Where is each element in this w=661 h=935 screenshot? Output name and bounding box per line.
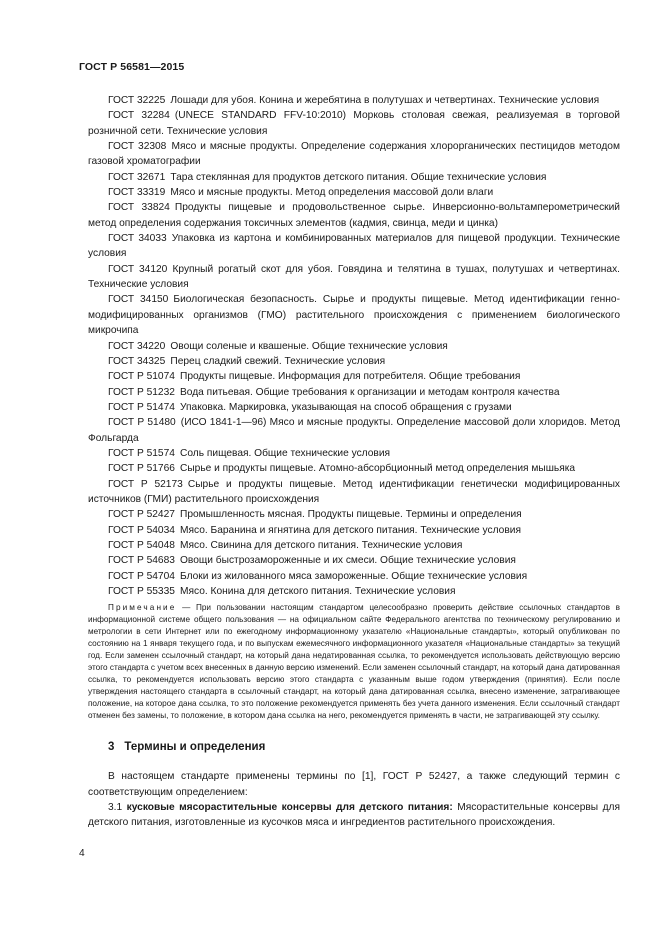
reference-title: Промышленность мясная. Продукты пищевые. Термины и определения (180, 509, 522, 521)
references-list (88, 93, 620, 599)
reference-code: ГОСТ Р 52427 (108, 509, 175, 521)
reference-title: Овощи быстрозамороженные и их смеси. Общие технические условия (180, 555, 516, 567)
reference-code: ГОСТ 32671 (108, 171, 166, 183)
reference-item (88, 507, 620, 522)
term-name: кусковые мясорастительные консервы для детского питания: (126, 802, 453, 814)
reference-title: Лошади для убоя. Конина и жеребятина в полутушах и четвертинах. Технические условия (170, 95, 600, 106)
reference-code: ГОСТ 32225 (108, 95, 166, 106)
reference-code: ГОСТ 32284 (108, 110, 170, 122)
term-text: Мясорастительные консервы для детского питания, изготовленные из кусочков мяса и ингредиентов растительного происхождения. (88, 802, 620, 829)
reference-item (88, 139, 620, 170)
reference-code: ГОСТ 34150 (108, 294, 169, 306)
reference-item (88, 400, 620, 415)
reference-code: ГОСТ 34220 (108, 340, 166, 352)
reference-item (88, 292, 620, 338)
reference-item (88, 262, 620, 293)
reference-title: Продукты пищевые и продовольственное сырье. Инверсионно-вольтамперометрический метод определения содержания токсичных элементов (кадмия, свинца, меди и цинка) (88, 202, 620, 229)
term-number: 3.1 (108, 802, 123, 814)
reference-item (88, 231, 620, 262)
reference-item (88, 523, 620, 538)
section-number: 3 (108, 741, 115, 754)
note-text: — При пользовании настоящим стандартом целесообразно проверить действие ссылочных стандартов в информационной системе общего пользования — на официальном сайте Федерального агентства по техническому регулированию и метрологии в сети Интернет или по ежегодному информационному указателю «Национальные стандарты», который опубликован по состоянию на 1 января текущего года, и по выпускам ежемесячного информационного указателя «Национальные стандарты» за текущий год. Если заменен ссылочный стандарт, на который дана недатированная ссылка, то рекомендуется использовать действующую версию этого стандарта с учетом всех внесенных в данную версию изменений. Если заменен ссылочный стандарт, на который дана датированная ссылка, то рекомендуется использовать версию этого стандарта с указанным выше годом утверждения (принятия). Если после утверждения настоящего стандарта в ссылочный стандарт, на который дана датированная ссылка, внесено изменение, затрагивающее положение, на которое дана ссылка, то это положение рекомендуется применять без учета данного изменения. Если ссылочный стандарт отменен без замены, то положение, в котором дана ссылка на него, рекомендуется применять в части, не затрагивающей эту ссылку. (88, 603, 620, 720)
reference-title: Крупный рогатый скот для убоя. Говядина и телятина в тушах, полутушах и четвертинах. Технические условия (88, 263, 620, 291)
reference-code: ГОСТ Р 54683 (108, 555, 175, 567)
reference-title: Упаковка из картона и комбинированных материалов для пищевой продукции. Технические условия (88, 233, 620, 260)
reference-title: Тара стеклянная для продуктов детского питания. Общие технические условия (170, 171, 547, 183)
reference-code: ГОСТ 34325 (108, 355, 166, 367)
reference-title: Сырье и продукты пищевые. Атомно-абсорбционный метод определения мышьяка (180, 463, 576, 475)
section-title: Термины и определения (124, 741, 266, 754)
reference-item (88, 584, 620, 599)
reference-title: Биологическая безопасность. Сырье и продукты пищевые. Метод идентификации генно-модифицированных организмов (ГМО) растительного происхождения с применением биологического микрочипа (88, 294, 620, 337)
document-header: ГОСТ Р 56581—2015 (79, 61, 185, 73)
section-intro: В настоящем стандарте применены термины по [1], ГОСТ Р 52427, а также следующий термин с соответствующим определением: (88, 771, 620, 798)
reference-item (88, 553, 620, 568)
reference-title: Мясо. Свинина для детского питания. Технические условия (180, 539, 463, 551)
reference-code: ГОСТ Р 51574 (108, 447, 175, 459)
page-number: 4 (79, 848, 85, 859)
reference-code: ГОСТ 34033 (108, 233, 167, 245)
reference-item (88, 200, 620, 231)
reference-code: ГОСТ Р 51474 (108, 401, 175, 413)
reference-code: ГОСТ 32308 (108, 141, 167, 153)
reference-code: ГОСТ Р 51766 (108, 463, 175, 475)
reference-code: ГОСТ Р 51232 (108, 386, 175, 398)
reference-item (88, 339, 620, 354)
reference-code: ГОСТ Р 54034 (108, 524, 175, 536)
reference-code: ГОСТ 34120 (108, 263, 168, 275)
reference-title: Упаковка. Маркировка, указывающая на способ обращения с грузами (180, 401, 512, 413)
reference-title: Овощи соленые и квашеные. Общие технические условия (170, 340, 448, 352)
reference-title: (UNECE STANDARD FFV-10:2010) Морковь столовая свежая, реализуемая в торговой розничной сети. Технические условия (88, 110, 620, 137)
reference-item (88, 354, 620, 369)
reference-title: Соль пищевая. Общие технические условия (180, 447, 391, 459)
reference-title: Сырье и продукты пищевые. Метод идентификации генетически модифицированных источников (ГМИ) растительного происхождения (88, 478, 620, 505)
reference-item (88, 538, 620, 553)
reference-title: Мясо. Баранина и ягнятина для детского питания. Технические условия (180, 524, 521, 536)
reference-title: Вода питьевая. Общие требования к организации и методам контроля качества (180, 386, 560, 398)
reference-title: Блоки из жилованного мяса замороженные. Общие технические условия (180, 570, 528, 582)
reference-title: Перец сладкий свежий. Технические условия (170, 355, 386, 367)
reference-code: ГОСТ Р 51480 (108, 417, 176, 429)
reference-item (88, 569, 620, 584)
reference-title: Мясо. Конина для детского питания. Технические условия (180, 586, 456, 597)
term-definition (88, 800, 620, 831)
reference-code: ГОСТ Р 52173 (108, 478, 183, 490)
reference-item (88, 170, 620, 185)
reference-item (88, 93, 620, 108)
reference-code: ГОСТ 33824 (108, 202, 170, 214)
reference-code: ГОСТ Р 51074 (108, 371, 175, 383)
reference-item (88, 108, 620, 139)
reference-code: ГОСТ Р 54704 (108, 570, 175, 582)
reference-title: Мясо и мясные продукты. Метод определения массовой доли влаги (170, 187, 494, 199)
reference-item (88, 477, 620, 508)
note-label: Примечание (108, 603, 177, 613)
reference-title: Мясо и мясные продукты. Определение содержания хлорорганических пестицидов методом газовой хроматографии (88, 141, 620, 168)
reference-item (88, 185, 620, 200)
note (88, 602, 620, 721)
reference-title: (ИСО 1841-1—96) Мясо и мясные продукты. Определение массовой доли хлоридов. Метод Фольгарда (88, 417, 620, 444)
reference-code: ГОСТ Р 54048 (108, 539, 175, 551)
reference-item (88, 385, 620, 400)
reference-item (88, 461, 620, 476)
reference-item (88, 446, 620, 461)
section-heading (88, 740, 620, 755)
reference-title: Продукты пищевые. Информация для потребителя. Общие требования (180, 371, 521, 383)
page-content (88, 93, 620, 831)
reference-item (88, 415, 620, 446)
reference-code: ГОСТ Р 55335 (108, 586, 175, 597)
reference-item (88, 369, 620, 384)
reference-code: ГОСТ 33319 (108, 187, 166, 199)
